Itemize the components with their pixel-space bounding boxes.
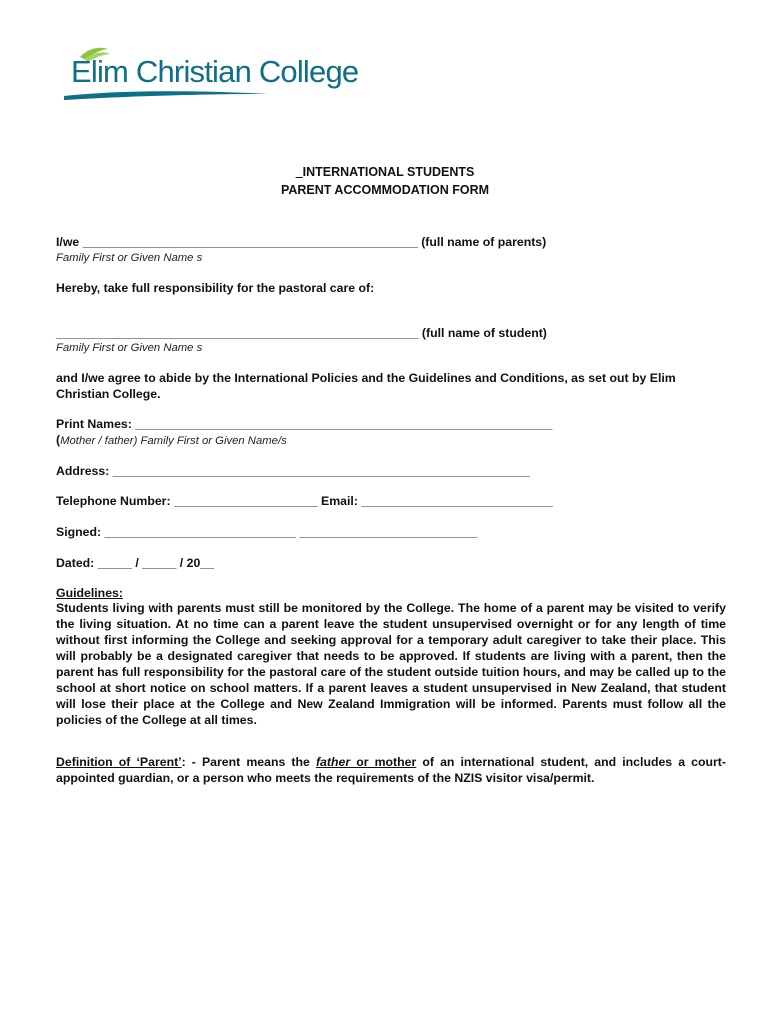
student-hint: Family First or Given Name s	[56, 342, 203, 354]
signed-label: Signed:	[56, 525, 102, 539]
print-names-hint-paren: (	[56, 433, 61, 447]
print-names-blank[interactable]: _____________________________________________________________	[135, 417, 553, 431]
guidelines-heading: Guidelines:	[56, 586, 123, 600]
logo-text: Elim Christian College	[71, 54, 359, 89]
address-label: Address:	[56, 464, 110, 478]
dated-field	[56, 555, 214, 571]
dated-label: Dated:	[56, 556, 95, 570]
agreement-statement: and I/we agree to abide by the International Policies and the Guidelines and Conditions, as set out by Elim Christian College.	[56, 371, 676, 401]
college-logo	[58, 44, 358, 108]
guidelines-text: Students living with parents must still be monitored by the College. The home of a parent may be visited to verify the living situation. At no time can a parent leave the student unsupervised overnight or for any length of time without first informing the College and seeking approval for a temporary adult caregiver to take their place. This will probably be a designated caregiver that needs to be approved. If students are living with a parent, then the parent has full responsibility for the pastoral care of the student outside tuition hours, and may be called up to the school at short notice on school matters. If a parent leaves a student unsupervised in New Zealand, that student will lose their place at the College and New Zealand Immigration will be informed. Parents must follow all the policies of the College at all times.	[56, 601, 726, 727]
contact-fields	[56, 493, 553, 509]
parents-name-field[interactable]	[56, 234, 546, 250]
parents-blank[interactable]: _________________________________________________	[82, 235, 418, 249]
definition-or-mother: or mother	[350, 755, 417, 769]
telephone-label: Telephone Number:	[56, 494, 171, 508]
address-blank[interactable]: _____________________________________________________________	[112, 464, 530, 478]
parents-prefix: I/we	[56, 235, 80, 249]
month-blank[interactable]: _____	[142, 556, 177, 570]
title-line-1-text: INTERNATIONAL STUDENTS	[302, 165, 475, 179]
day-blank[interactable]: _____	[97, 556, 132, 570]
student-suffix: (full name of student)	[421, 326, 547, 340]
definition-heading: Definition of ‘Parent’	[56, 755, 182, 769]
form-title-line-2: PARENT ACCOMMODATION FORM	[280, 183, 490, 197]
email-blank[interactable]: ____________________________	[361, 494, 553, 508]
student-name-field[interactable]	[56, 325, 547, 341]
form-title-line-1	[0, 163, 770, 181]
parents-suffix: (full name of parents)	[421, 235, 547, 249]
email-label: Email:	[321, 494, 358, 508]
telephone-blank[interactable]: _____________________	[173, 494, 318, 508]
print-names-hint	[56, 432, 287, 449]
print-names-label: Print Names:	[56, 417, 132, 431]
signed-field	[56, 524, 477, 540]
student-blank[interactable]: _____________________________________________________	[56, 326, 419, 340]
definition-rest: of an international student, and includes a court-appointed guardian, or a person who meets the requirements of the NZIS visitor visa/permit.	[56, 755, 727, 785]
year-blank[interactable]: / 20__	[179, 556, 214, 570]
definition-intro: : - Parent means the	[181, 755, 316, 769]
responsibility-statement: Hereby, take full responsibility for the pastoral care of:	[56, 281, 375, 295]
definition-father: father	[315, 755, 351, 769]
date-separator-1: /	[135, 556, 139, 570]
print-names-hint-text: Mother / father) Family First or Given Name/s	[60, 435, 287, 447]
address-field[interactable]	[56, 463, 530, 479]
title-lead-mark: _	[295, 165, 303, 179]
parents-hint: Family First or Given Name s	[56, 252, 203, 264]
definition-of-parent	[56, 754, 726, 786]
print-names-field[interactable]	[56, 416, 552, 432]
signature-blank-2[interactable]: __________________________	[299, 525, 478, 539]
signature-blank-1[interactable]: ____________________________	[104, 525, 297, 539]
